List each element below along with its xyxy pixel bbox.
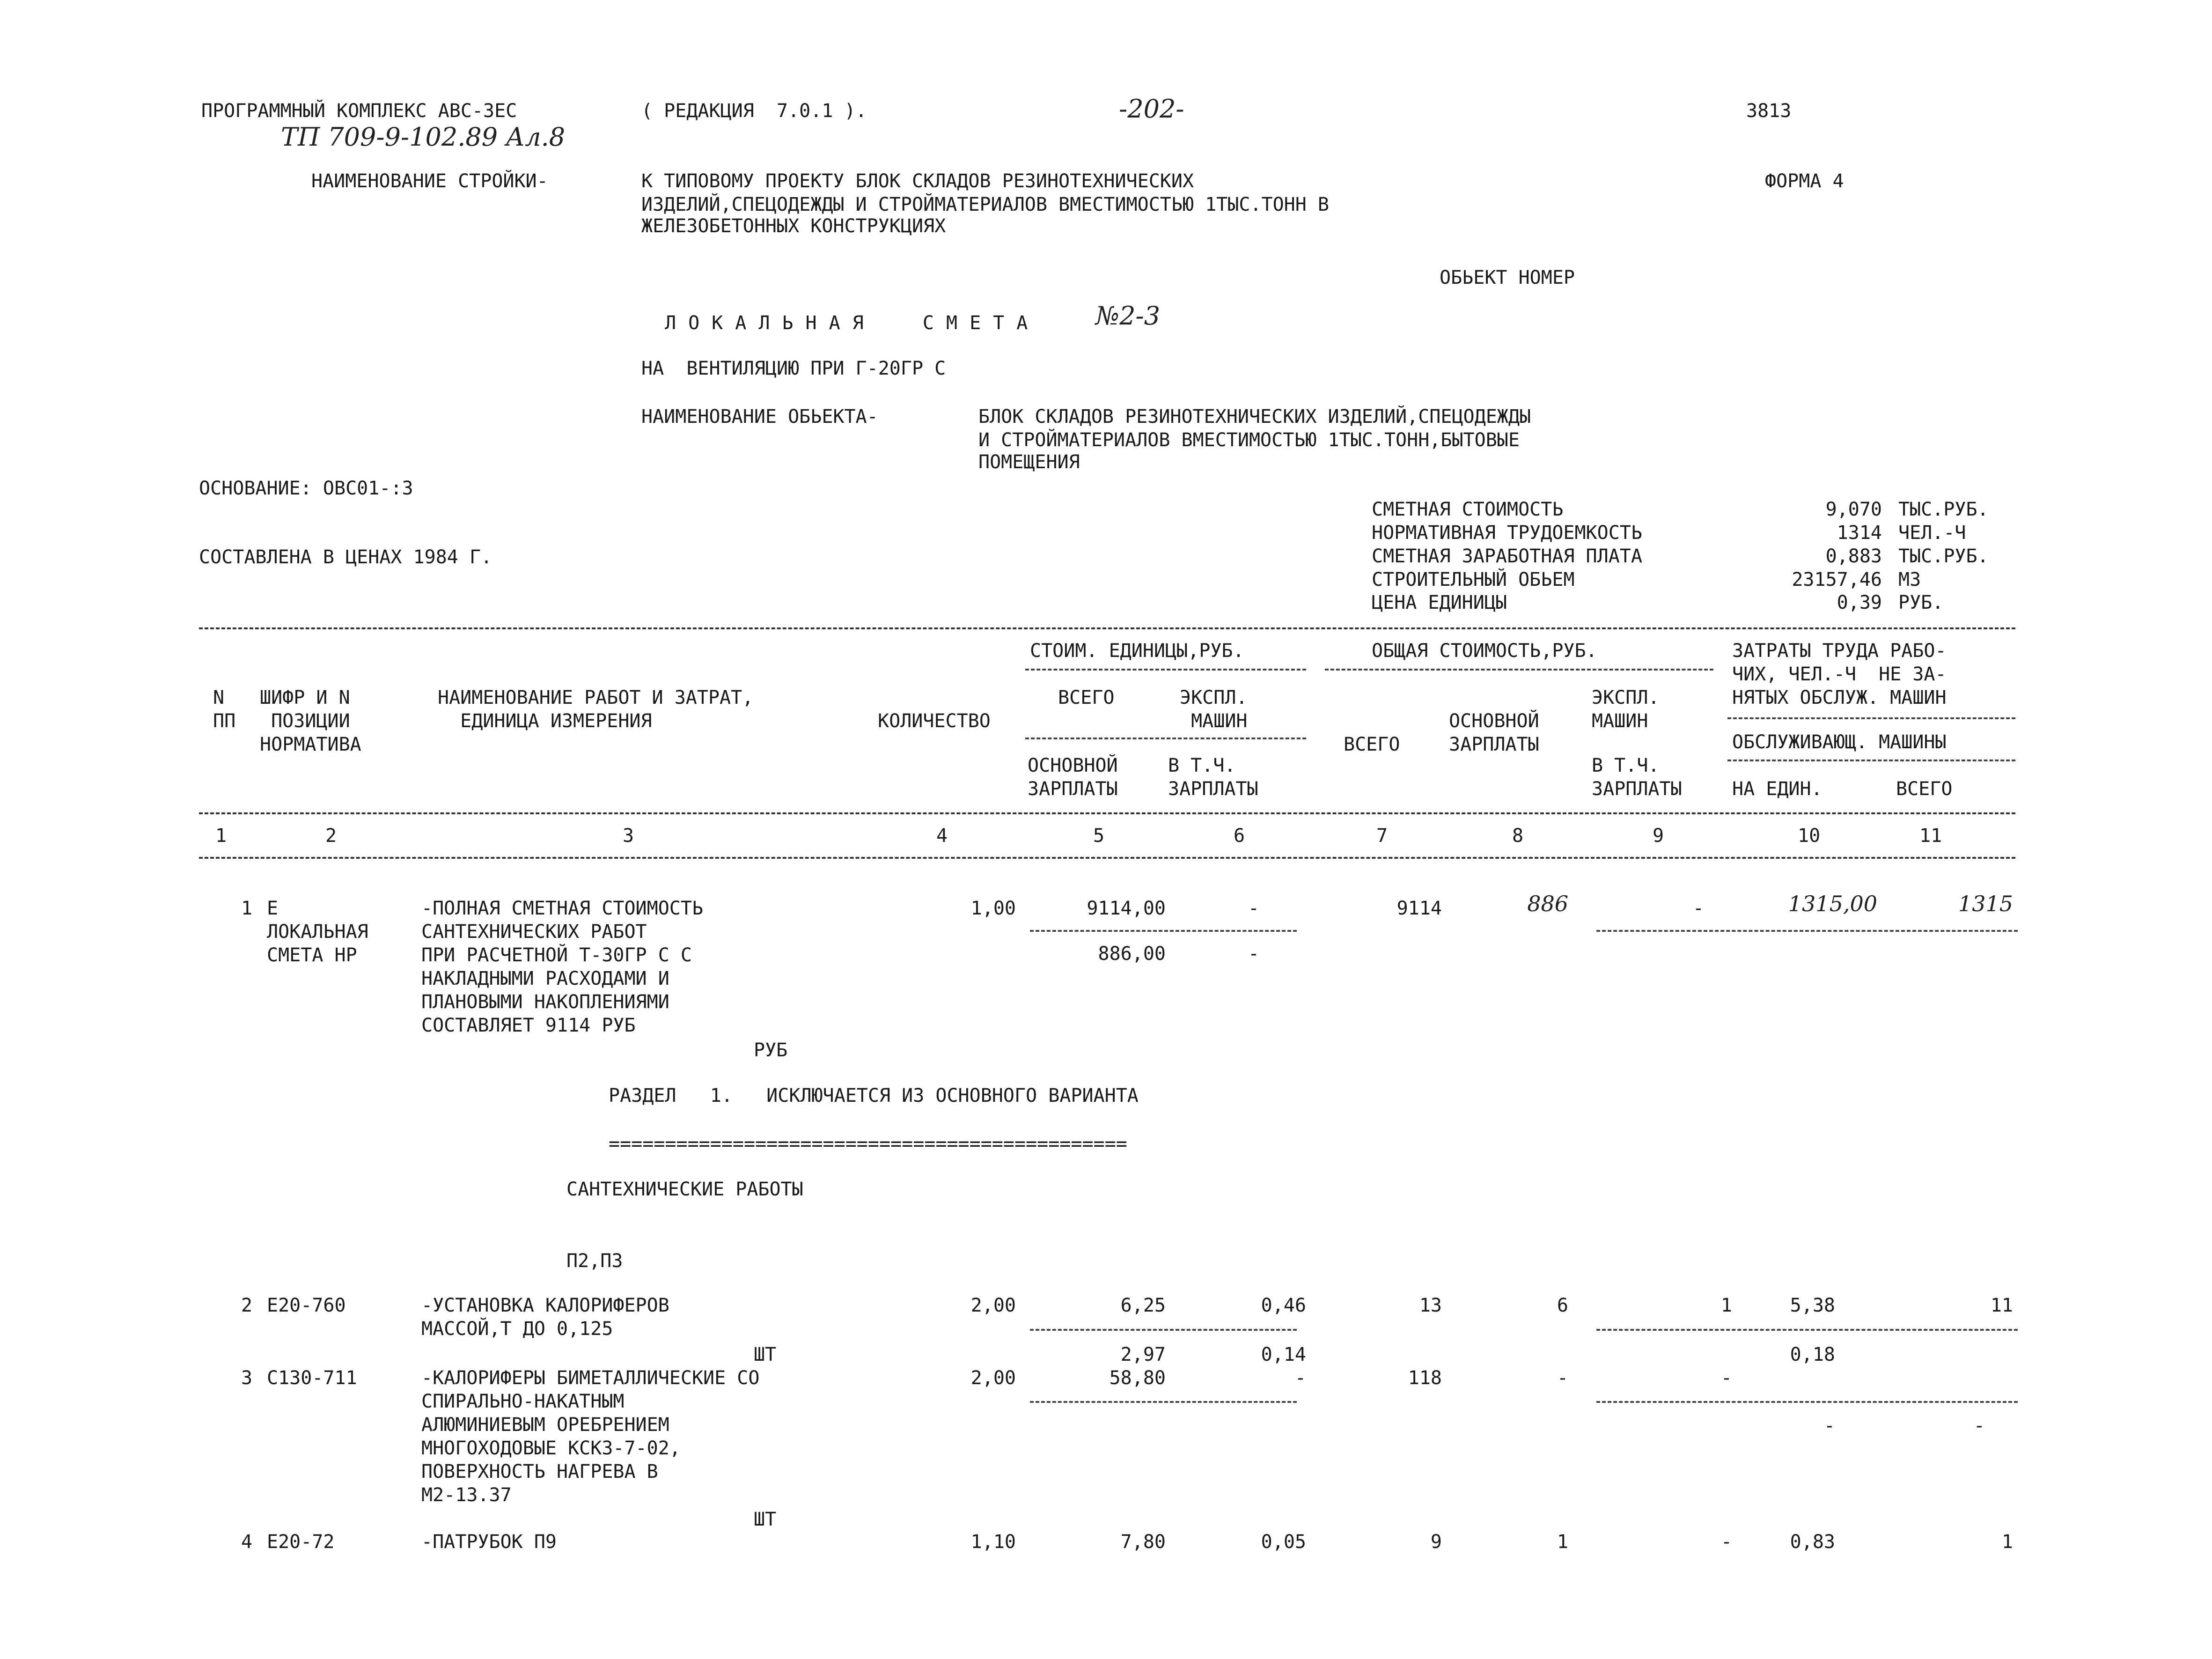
row-number: 2 xyxy=(241,1295,253,1316)
header-divider xyxy=(1325,669,1713,671)
row-underline xyxy=(1030,1329,1297,1331)
header-labor-per-unit: НА ЕДИН. xyxy=(1732,778,1823,800)
header-divider xyxy=(1025,669,1306,671)
summary-value: 0,883 xyxy=(1825,546,1882,567)
row-unit-mach-wage: 0,14 xyxy=(1261,1344,1306,1365)
column-number: 8 xyxy=(1512,825,1524,847)
summary-label: СМЕТНАЯ СТОИМОСТЬ xyxy=(1372,499,1564,520)
row-underline xyxy=(1596,930,2018,932)
row-underline xyxy=(1030,1401,1297,1403)
object-label: НАИМЕНОВАНИЕ ОБЬЕКТА- xyxy=(641,406,878,428)
row-name: -УСТАНОВКА КАЛОРИФЕРОВ МАССОЙ,Т ДО 0,125 xyxy=(421,1295,669,1340)
row-total-mach: - xyxy=(1692,898,1704,919)
header-unit-mach-wage: В Т.Ч. ЗАРПЛАТЫ xyxy=(1168,755,1258,800)
header-unit-mach: ЭКСПЛ. МАШИН xyxy=(1180,687,1248,732)
row-unit-wage: 886,00 xyxy=(1098,943,1166,965)
row-underline xyxy=(1596,1401,2018,1403)
column-number: 11 xyxy=(1919,825,1942,847)
row-underline xyxy=(1030,930,1297,932)
form-label: ФОРМА 4 xyxy=(1765,170,1844,192)
row-unit: РУБ xyxy=(754,1040,788,1061)
column-number: 9 xyxy=(1653,825,1664,847)
section-items: П2,П3 xyxy=(566,1250,623,1272)
header-col-3: НАИМЕНОВАНИЕ РАБОТ И ЗАТРАТ, ЕДИНИЦА ИЗМЕРЕНИЯ xyxy=(438,687,754,732)
row-code: С130-711 xyxy=(267,1367,357,1389)
header-total-group: ОБЩАЯ СТОИМОСТЬ,РУБ. xyxy=(1372,640,1597,662)
document-title: ЛОКАЛЬНАЯ СМЕТА xyxy=(665,312,1040,334)
column-number: 4 xyxy=(936,825,948,847)
row-underline xyxy=(1596,1329,2018,1331)
project-code: ТП 709-9-102.89 Ал.8 xyxy=(281,122,566,152)
row-unit-total: 58,80 xyxy=(1109,1367,1166,1389)
row-unit-mach-wage: - xyxy=(1248,943,1259,965)
row-total: 9114 xyxy=(1396,898,1442,919)
construction-label: НАИМЕНОВАНИЕ СТРОЙКИ- xyxy=(311,170,548,192)
row-code: Е20-760 xyxy=(267,1295,346,1316)
program-name: ПРОГРАММНЫЙ КОМПЛЕКС АВС-3ЕС xyxy=(201,100,517,122)
row-name: -ПОЛНАЯ СМЕТНАЯ СТОИМОСТЬ САНТЕХНИЧЕСКИХ РАБОТ ПРИ РАСЧЕТНОЙ Т-30ГР С С НАКЛАДНЫМИ РАСХОДАМИ И ПЛАНОВЫМИ НАКОПЛЕНИЯМИ СОСТАВЛЯЕТ 9114 РУБ xyxy=(421,898,704,1036)
summary-label: ЦЕНА ЕДИНИЦЫ xyxy=(1372,592,1507,613)
header-col-4: КОЛИЧЕСТВО xyxy=(878,710,991,732)
row-total-mach: - xyxy=(1720,1367,1732,1389)
row-unit-mach: - xyxy=(1248,898,1259,919)
header-col-2: ШИФР И N ПОЗИЦИИ НОРМАТИВА xyxy=(260,687,361,755)
summary-unit: ЧЕЛ.-Ч xyxy=(1898,522,1966,544)
row-total-mach: - xyxy=(1720,1531,1732,1553)
construction-line-3: ЖЕЛЕЗОБЕТОННЫХ КОНСТРУКЦИЯХ xyxy=(641,215,946,237)
header-total-wage: ОСНОВНОЙ ЗАРПЛАТЫ xyxy=(1449,710,1539,755)
estimate-subject: НА ВЕНТИЛЯЦИЮ ПРИ Г-20ГР С xyxy=(641,358,946,379)
column-number: 3 xyxy=(623,825,634,847)
row-total: 13 xyxy=(1419,1295,1442,1316)
row-unit: ШТ xyxy=(754,1344,777,1365)
row-total: 118 xyxy=(1408,1367,1442,1389)
row-labor-unit: - xyxy=(1823,1415,1835,1437)
row-labor-unit: 0,83 xyxy=(1790,1531,1835,1553)
header-bottom-rule xyxy=(199,812,2015,814)
construction-line-2: ИЗДЕЛИЙ,СПЕЦОДЕЖДЫ И СТРОЙМАТЕРИАЛОВ ВМЕСТИМОСТЬЮ 1ТЫС.ТОНН В xyxy=(641,194,1330,215)
column-number: 5 xyxy=(1093,825,1105,847)
header-col-1: N ПП xyxy=(213,687,236,732)
row-unit: ШТ xyxy=(754,1509,777,1530)
row-qty: 1,00 xyxy=(970,898,1016,919)
row-number: 4 xyxy=(241,1531,253,1553)
header-divider xyxy=(1727,759,2015,761)
row-number: 1 xyxy=(241,898,253,919)
row-unit-wage: 2,97 xyxy=(1120,1344,1166,1365)
row-code: Е ЛОКАЛЬНАЯ СМЕТА НР xyxy=(267,898,368,966)
row-labor-total: - xyxy=(1973,1415,1985,1437)
construction-line-1: К ТИПОВОМУ ПРОЕКТУ БЛОК СКЛАДОВ РЕЗИНОТЕХНИЧЕСКИХ xyxy=(641,170,1194,192)
table-top-rule xyxy=(199,627,2015,629)
header-total-mach-wage: В Т.Ч. ЗАРПЛАТЫ xyxy=(1592,755,1682,800)
row-unit-total: 7,80 xyxy=(1120,1531,1166,1553)
row-labor-total: 11 xyxy=(1990,1295,2013,1316)
column-numbers-rule xyxy=(199,857,2015,859)
column-number: 7 xyxy=(1376,825,1388,847)
object-line-3: ПОМЕЩЕНИЯ xyxy=(978,451,1080,473)
header-unit-total: ВСЕГО xyxy=(1058,687,1115,708)
page-number: -202- xyxy=(1119,94,1184,124)
summary-value: 1314 xyxy=(1837,522,1882,544)
header-labor-service: ОБСЛУЖИВАЮЩ. МАШИНЫ xyxy=(1732,731,1947,753)
row-labor-service: 0,18 xyxy=(1790,1344,1835,1365)
row-qty: 1,10 xyxy=(970,1531,1016,1553)
summary-label: СТРОИТЕЛЬНЫЙ ОБЬЕМ xyxy=(1372,569,1575,590)
object-line-1: БЛОК СКЛАДОВ РЕЗИНОТЕХНИЧЕСКИХ ИЗДЕЛИЙ,СПЕЦОДЕЖДЫ xyxy=(978,406,1531,428)
row-labor-total: 1315 xyxy=(1958,891,2013,916)
header-labor-group: ЗАТРАТЫ ТРУДА РАБО- ЧИХ, ЧЕЛ.-Ч НЕ ЗА- НЯТЫХ ОБСЛУЖ. МАШИН xyxy=(1732,640,1947,708)
row-unit-mach: 0,05 xyxy=(1261,1531,1306,1553)
row-total-mach: 1 xyxy=(1720,1295,1732,1316)
column-number: 1 xyxy=(215,825,227,847)
row-total-wage: 1 xyxy=(1557,1531,1568,1553)
row-number: 3 xyxy=(241,1367,253,1389)
summary-value: 9,070 xyxy=(1825,499,1882,520)
object-number-label: ОБЬЕКТ НОМЕР xyxy=(1440,267,1575,288)
header-unit-wage: ОСНОВНОЙ ЗАРПЛАТЫ xyxy=(1028,755,1118,800)
edition: ( РЕДАКЦИЯ 7.0.1 ). xyxy=(641,100,867,122)
document-code: 3813 xyxy=(1746,100,1792,122)
section-title: РАЗДЕЛ 1. ИСКЛЮЧАЕТСЯ ИЗ ОСНОВНОГО ВАРИАНТА xyxy=(609,1085,1139,1106)
row-labor-unit: 1315,00 xyxy=(1788,891,1877,916)
row-qty: 2,00 xyxy=(970,1367,1016,1389)
document-title-number: №2-3 xyxy=(1095,301,1161,331)
summary-unit: ТЫС.РУБ. xyxy=(1898,546,1989,567)
header-labor-total: ВСЕГО xyxy=(1896,778,1953,800)
header-divider xyxy=(1025,737,1306,739)
row-labor-unit: 5,38 xyxy=(1790,1295,1835,1316)
summary-label: НОРМАТИВНАЯ ТРУДОЕМКОСТЬ xyxy=(1372,522,1642,544)
column-number: 6 xyxy=(1234,825,1245,847)
section-equals-rule: ============================================== xyxy=(609,1133,1127,1155)
summary-unit: ТЫС.РУБ. xyxy=(1898,499,1989,520)
header-unit-cost-group: СТОИМ. ЕДИНИЦЫ,РУБ. xyxy=(1030,640,1244,662)
row-unit-total: 6,25 xyxy=(1120,1295,1166,1316)
section-works-title: САНТЕХНИЧЕСКИЕ РАБОТЫ xyxy=(566,1179,803,1200)
prices-basis: СОСТАВЛЕНА В ЦЕНАХ 1984 Г. xyxy=(199,546,492,568)
summary-unit: М3 xyxy=(1898,569,1921,590)
object-line-2: И СТРОЙМАТЕРИАЛОВ ВМЕСТИМОСТЬЮ 1ТЫС.ТОНН,БЫТОВЫЕ xyxy=(978,429,1520,451)
column-number: 2 xyxy=(325,825,337,847)
row-unit-total: 9114,00 xyxy=(1087,898,1166,919)
column-number: 10 xyxy=(1798,825,1821,847)
row-qty: 2,00 xyxy=(970,1295,1016,1316)
header-total-mach: ЭКСПЛ. МАШИН xyxy=(1592,687,1660,732)
row-total: 9 xyxy=(1430,1531,1442,1553)
row-name: -ПАТРУБОК П9 xyxy=(421,1531,557,1553)
header-total-all: ВСЕГО xyxy=(1344,734,1400,755)
row-unit-mach: - xyxy=(1294,1367,1306,1389)
row-total-wage: 886 xyxy=(1527,891,1568,916)
summary-unit: РУБ. xyxy=(1898,592,1944,613)
row-labor-total: 1 xyxy=(2001,1531,2013,1553)
row-name: -КАЛОРИФЕРЫ БИМЕТАЛЛИЧЕСКИЕ СО СПИРАЛЬНО-НАКАТНЫМ АЛЮМИНИЕВЫМ ОРЕБРЕНИЕМ МНОГОХОДОВЫЕ КСК3-7-02, ПОВЕРХНОСТЬ НАГРЕВА В М2-13.37 xyxy=(421,1367,760,1506)
summary-label: СМЕТНАЯ ЗАРАБОТНАЯ ПЛАТА xyxy=(1372,546,1642,567)
row-total-wage: - xyxy=(1557,1367,1568,1389)
header-divider xyxy=(1727,717,2015,719)
summary-value: 23157,46 xyxy=(1792,569,1882,590)
row-unit-mach: 0,46 xyxy=(1261,1295,1306,1316)
basis: ОСНОВАНИЕ: ОВС01-:3 xyxy=(199,478,413,499)
summary-value: 0,39 xyxy=(1837,592,1882,613)
row-total-wage: 6 xyxy=(1557,1295,1568,1316)
row-code: Е20-72 xyxy=(267,1531,335,1553)
